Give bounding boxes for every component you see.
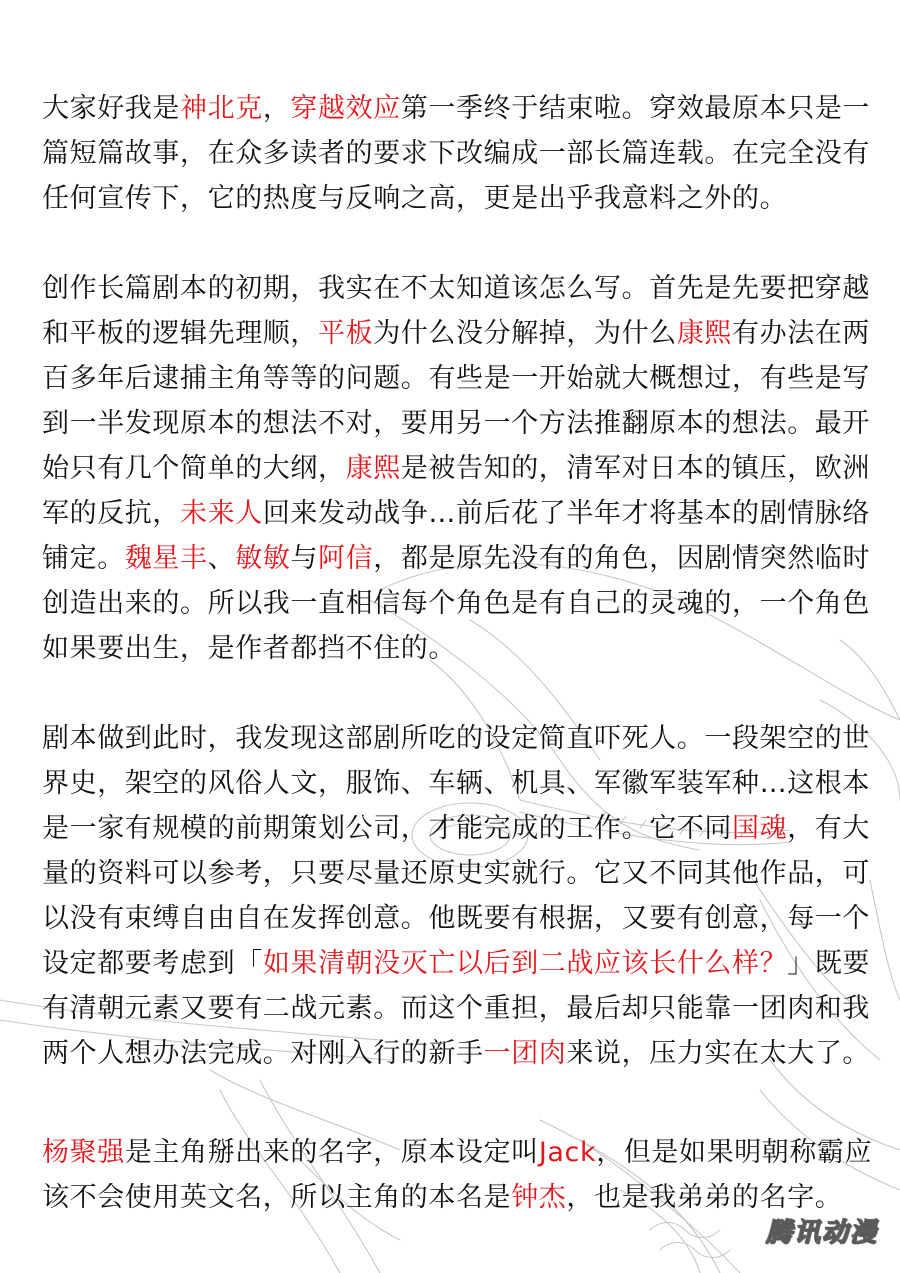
text-line — [42, 896, 872, 941]
text-segment: ，都是原先没有的角色，因剧情突然临时 — [373, 543, 871, 574]
text-line — [42, 851, 872, 896]
text-segment: 大家好我是 — [42, 93, 180, 124]
text-line — [42, 986, 872, 1031]
paragraph-4 — [42, 1130, 872, 1220]
text-segment: 来说，压力实在太大了。 — [566, 1038, 871, 1069]
text-line — [42, 131, 872, 176]
text-segment: 有办法在两 — [732, 318, 871, 349]
text-line — [42, 176, 872, 221]
text-segment: 界史，架空的风俗人文，服饰、车辆、机具、军徽军装军种…这根本 — [42, 768, 870, 799]
text-segment: ，也是我弟弟的名字。 — [566, 1182, 843, 1213]
text-segment: ， — [262, 93, 291, 124]
highlighted-term: 康熙 — [345, 453, 401, 484]
text-segment: ，有大 — [787, 813, 871, 844]
text-segment: 创造出来的。所以我一直相信每个角色是有自己的灵魂的，一个角色 — [42, 588, 870, 619]
text-segment: 到一半发现原本的想法不对，要用另一个方法推翻原本的想法。最开 — [42, 408, 870, 439]
text-line — [42, 86, 872, 131]
text-line — [42, 401, 872, 446]
text-segment: 、 — [207, 543, 236, 574]
highlighted-term: 杨聚强 — [42, 1137, 125, 1168]
text-segment: 军的反抗， — [42, 498, 180, 529]
text-line — [42, 1130, 872, 1175]
text-segment: 第一季终于结束啦。穿效最原本只是一 — [400, 93, 871, 124]
highlighted-term: 国魂 — [732, 813, 788, 844]
watermark-logo: 腾讯动漫 — [765, 1218, 878, 1248]
text-segment: 以没有束缚自由自在发挥创意。他既要有根据，又要有创意，每一个 — [42, 903, 870, 934]
text-line — [42, 491, 872, 536]
text-line — [42, 806, 872, 851]
text-segment: 和平板的逻辑先理顺， — [42, 318, 318, 349]
text-segment: 剧本做到此时，我发现这部剧所吃的设定简直吓死人。一段架空的世 — [42, 723, 870, 754]
highlighted-term: 魏星丰 — [124, 543, 208, 574]
text-segment: 量的资料可以参考，只要尽量还原史实就行。它又不同其他作品，可 — [42, 858, 870, 889]
highlighted-term: 未来人 — [180, 498, 263, 529]
text-segment: 为什么没分解掉，为什么 — [373, 318, 677, 349]
text-line — [42, 311, 872, 356]
highlighted-term: 敏敏 — [235, 543, 291, 574]
text-segment: 是主角掰出来的名字，原本设定叫 — [124, 1137, 539, 1168]
text-segment: 始只有几个简单的大纲， — [42, 453, 346, 484]
text-segment: 是一家有规模的前期策划公司，才能完成的工作。它不同 — [42, 813, 732, 844]
text-line — [42, 356, 872, 401]
text-segment: 该不会使用英文名，所以主角的本名是 — [42, 1182, 512, 1213]
text-segment: 设定都要考虑到「 — [42, 948, 263, 979]
text-line — [42, 266, 872, 311]
highlighted-term: 康熙 — [676, 318, 733, 349]
highlighted-term: 平板 — [318, 318, 374, 349]
text-segment: 任何宣传下，它的热度与反响之高，更是出乎我意料之外的。 — [42, 183, 788, 214]
text-segment: 创作长篇剧本的初期，我实在不太知道该怎么写。首先是先要把穿越 — [42, 273, 870, 304]
highlighted-term: 神北克 — [180, 93, 263, 124]
text-segment: 百多年后逮捕主角等等的问题。有些是一开始就大概想过，有些是写 — [42, 363, 870, 394]
text-line — [42, 1175, 872, 1220]
text-line — [42, 536, 872, 581]
text-line — [42, 626, 872, 671]
highlighted-term: 如果清朝没灭亡以后到二战应该长什么样？ — [262, 948, 788, 979]
highlighted-term: Jack — [538, 1137, 597, 1168]
text-segment: 两个人想办法完成。对刚入行的新手 — [42, 1038, 484, 1069]
text-segment: 与 — [290, 543, 319, 574]
text-segment: 」既要 — [787, 948, 871, 979]
text-segment: 是被告知的，清军对日本的镇压，欧洲 — [400, 453, 871, 484]
highlighted-term: 一团肉 — [483, 1038, 567, 1069]
text-segment: 铺定。 — [42, 543, 125, 574]
paragraph-2 — [42, 266, 872, 671]
text-segment: 如果要出生，是作者都挡不住的。 — [42, 633, 456, 664]
highlighted-term: 穿越效应 — [290, 93, 401, 124]
text-segment: 有清朝元素又要有二战元素。而这个重担，最后却只能靠一团肉和我 — [42, 993, 870, 1024]
text-segment: ，但是如果明朝称霸应 — [596, 1137, 873, 1168]
text-segment: 回来发动战争…前后花了半年才将基本的剧情脉络 — [262, 498, 871, 529]
text-line — [42, 941, 872, 986]
paragraph-1 — [42, 86, 872, 221]
highlighted-term: 钟杰 — [511, 1182, 567, 1213]
paragraph-3 — [42, 716, 872, 1076]
text-line — [42, 446, 872, 491]
text-line — [42, 1031, 872, 1076]
text-line — [42, 581, 872, 626]
text-line — [42, 716, 872, 761]
highlighted-term: 阿信 — [318, 543, 374, 574]
text-segment: 篇短篇故事，在众多读者的要求下改编成一部长篇连载。在完全没有 — [42, 138, 870, 169]
text-line — [42, 761, 872, 806]
